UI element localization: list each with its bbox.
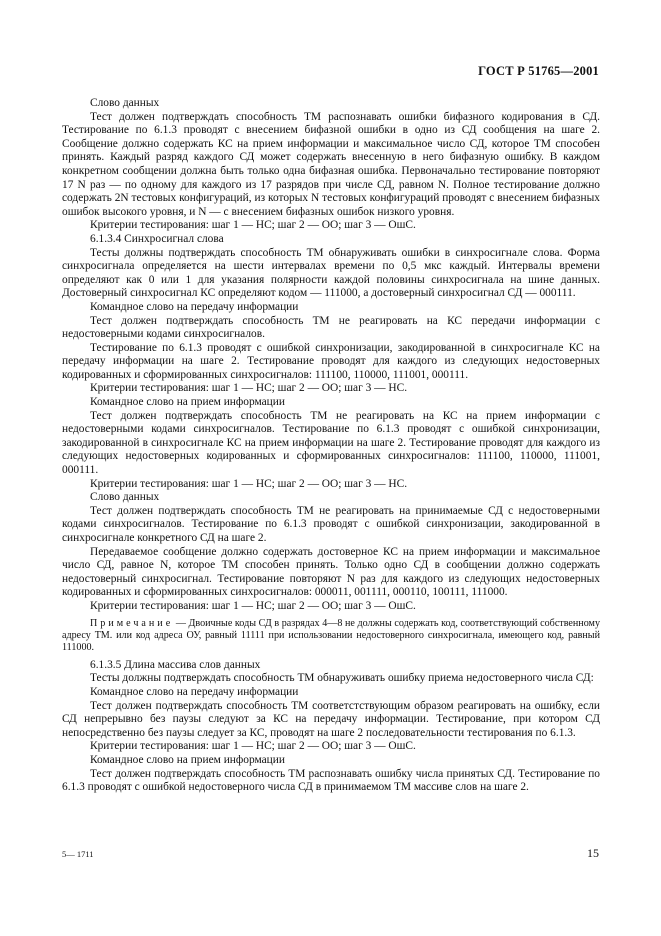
- paragraph: Тест должен подтверждать способность ТМ не реагировать на КС на прием информации с недостоверными кодами синхросигналов. Тестирование по 6.1.3 проводят с ошибкой синхронизации, закодированной в синхросигнале КС на прием информации на шаге 2. Тестирование проводят для каждого из следующих недостоверных кодированных и сформированных синхросигналов: 111100, 110000, 111001, 000111.: [62, 409, 600, 477]
- subheading: Командное слово на прием информации: [90, 753, 285, 766]
- paragraph: Тесты должны подтверждать способность ТМ обнаруживать ошибки в синхросигнале слова. Форма синхросигнала определяется на шести интервалах времени по 0,5 мкс каждый. Интервалы времени определяют как 0 или 1 для указания полярности каждой половины синхросигнала на шине данных. Достоверный синхросигнал КС определяют кодом — 111000, а достоверный синхросигнал СД — 000111.: [62, 246, 600, 300]
- subheading: Слово данных: [90, 491, 160, 504]
- subheading: Командное слово на передачу информации: [90, 685, 299, 698]
- paragraph: Критерии тестирования: шаг 1 — НС; шаг 2 — ОО; шаг 3 — ОшС.: [90, 599, 416, 612]
- paragraph: Тест должен подтверждать способность ТМ распознавать ошибку числа принятых СД. Тестирование по 6.1.3 проводят с ошибкой недостоверного числа СД в принимаемом ТМ массиве слов на шаге 2.: [62, 767, 600, 794]
- paragraph: Критерии тестирования: шаг 1 — НС; шаг 2 — ОО; шаг 3 — НС.: [90, 382, 408, 395]
- subheading: Слово данных: [90, 97, 160, 109]
- paragraph: Критерии тестирования: шаг 1 — НС; шаг 2 — ОО; шаг 3 — ОшС.: [90, 740, 416, 753]
- section-heading: 6.1.3.4 Синхросигнал слова: [90, 232, 224, 245]
- note-text: — Двоичные коды СД в разрядах 4—8 не должны содержать код, соответствующий собственному адресу ТМ. или код адреса ОУ, равный 11111 при использовании недостоверного синхросигнала, имеющего код, равный 111000.: [62, 617, 600, 654]
- page-number: 15: [587, 846, 599, 860]
- footer-code: 5— 1711: [62, 849, 94, 859]
- section-heading: 6.1.3.5 Длина массива слов данных: [90, 658, 261, 671]
- paragraph: Критерии тестирования: шаг 1 — НС; шаг 2 — ОО; шаг 3 — ОшС.: [90, 219, 416, 232]
- subheading: Командное слово на прием информации: [90, 396, 285, 409]
- note: [62, 618, 600, 655]
- document-header: ГОСТ Р 51765—2001: [478, 64, 599, 78]
- paragraph: Тест должен подтверждать способность ТМ не реагировать на КС передачи информации с недостоверными кодами синхросигналов.: [62, 314, 600, 341]
- subheading: Командное слово на передачу информации: [90, 300, 299, 313]
- paragraph: Тест должен подтверждать способность ТМ не реагировать на принимаемые СД с недостоверными кодами синхросигналов. Тестирование по 6.1.3 проводят с ошибкой синхронизации, закодированной в синхросигнале конкретного СД на шаге 2.: [62, 504, 600, 544]
- page-body: [62, 97, 600, 795]
- paragraph: Тестирование по 6.1.3 проводят с ошибкой синхронизации, закодированной в синхросигнале КС на передачу информации на шаге 2. Тестирование проводят для каждого из следующих недостоверных кодированных и сформированных синхросигналов: 111100, 110000, 111001, 000111.: [62, 341, 600, 381]
- paragraph: Передаваемое сообщение должно содержать достоверное КС на прием информации и максимальное число СД, равное N, которое ТМ способен принять. Только одно СД в сообщении должно содержать недостоверный синхросигнал. Тестирование повторяют N раз для каждого из следующих недостоверных кодированных и сформированных синхросигналов: 000011, 001111, 000110, 100111, 111000.: [62, 545, 600, 599]
- paragraph: Тесты должны подтверждать способность ТМ обнаруживать ошибку приема недостоверного числа СД:: [90, 672, 594, 685]
- note-label: Примечание: [90, 617, 174, 629]
- paragraph: Тест должен подтверждать способность ТМ распознавать ошибки бифазного кодирования в СД. Тестирование по 6.1.3 проводят с внесением бифазной ошибки в одно из СД сообщения на шаге 2. Сообщение должно содержать КС на прием информации и максимальное число СД, которое ТМ способен принять. Каждый разряд каждого СД может содержать внесенную в него бифазную ошибку. В каждом конкретном сообщении должна быть только одна бифазная ошибка. Первоначально тестирование повторяют 17 N раз — по одному для каждого из 17 разрядов при числе СД, равном N. Полное тестирование должно содержать 2N тестовых конфигураций, из которых N тестовых конфигураций проводят с внесением бифазных ошибок высокого уровня, и N — с внесением бифазных ошибок низкого уровня.: [62, 110, 600, 218]
- paragraph: Тест должен подтверждать способность ТМ соответстствующим образом реагировать на ошибку, если СД непрерывно без паузы следуют за КС на передачу информации. Тестирование, при котором СД непосредственно без паузы следует за КС, проводят на шаге 2 последовательности тестирования по 6.1.3.: [62, 699, 600, 739]
- paragraph: Критерии тестирования: шаг 1 — НС; шаг 2 — ОО; шаг 3 — НС.: [90, 477, 408, 490]
